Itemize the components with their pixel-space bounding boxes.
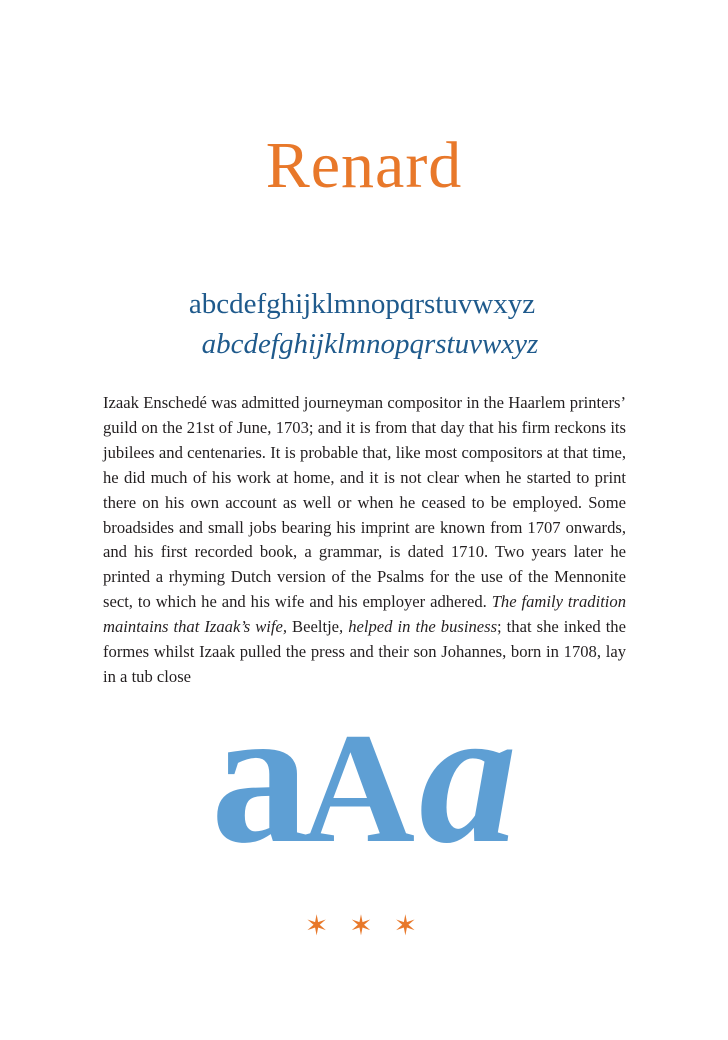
paragraph-roman2: Beeltje xyxy=(292,617,340,637)
glyph-specimen xyxy=(0,667,728,884)
paragraph-italic1: The family tradition maintains that Izaak’s wife, xyxy=(103,592,627,637)
page-title: Renard xyxy=(265,129,463,202)
specimen-italic-a: a xyxy=(419,667,518,884)
alphabet-roman: abcdefghijklmnopqrstuvwxyz xyxy=(188,288,536,320)
asterism-ornament: ✶ ✶ ✶ xyxy=(304,909,424,942)
specimen-smallcap-a: A xyxy=(300,701,416,876)
sample-paragraph xyxy=(103,391,626,690)
paragraph-part2: ; that she inked the formes whilst Izaak pulled the press and their son Johannes, born in 1708, lay in a tub close xyxy=(103,617,626,686)
paragraph-part1: Izaak Enschedé was admitted journeyman compositor in the Haarlem printers’ guild on the 21st of June, 1703; and it is from that day that his firm reckons its jubilees and centenaries. It is probable that, like most compositors at that time, he did much of his work at home, and it is not clear when he started to print there on his own account as well or when he ceased to be employed. Some broadsides and small jobs bearing his imprint are known from 1707 onwards, and his first recorded book, a grammar, is dated 1710. Two years later he printed a rhyming Dutch version of the Psalms for the use of the Mennonite sect, to which he and his wife and his employer adhered. xyxy=(103,393,626,612)
paragraph-italic2: , helped in the business xyxy=(339,617,498,637)
specimen-lowercase-a: a xyxy=(210,667,309,884)
alphabet-italic: abcdefghijklmnopqrstuvwxyz xyxy=(201,328,539,360)
